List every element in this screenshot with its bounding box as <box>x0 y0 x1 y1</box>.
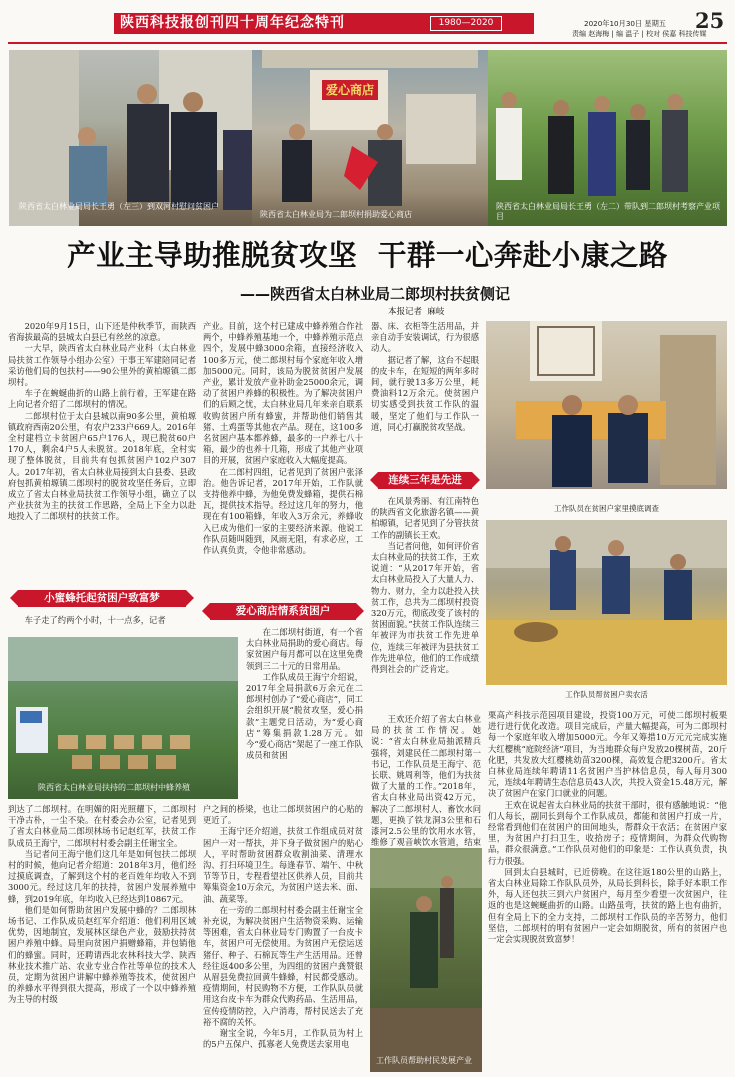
photo-survey <box>486 321 727 489</box>
column-2-mid <box>246 627 363 799</box>
headline: 产业主导助推脱贫攻坚 干群一心奔赴小康之路 <box>67 239 668 272</box>
issue-date: 2020年10月30日 星期五 <box>584 19 666 28</box>
paragraph: 车子走了约两个小时，十一点多，记者 <box>24 615 166 625</box>
column-1-top <box>8 321 196 583</box>
photo-caption: 工作队员帮助村民发展产业 <box>376 1056 472 1065</box>
paragraph: 他们是如何帮助贫困户发展中蜂的？二郎坝林场书记、工作队成员赵红军介绍道：他们利用区域优势，因地制宜，发展林区绿色产业，鼓励扶持贫困户养殖中蜂。局里向贫困户捐赠蜂箱，并包销他们的蜂蜜。同时，还聘请西北农林科技大学、陕西林业技术推广站、农业专业合作社等单位的技术人员，定期为贫困户讲解中蜂养殖等技术，使贫困户的养蜂水平得到很大提高，形成了一个以中蜂养殖为主导的村级 <box>8 904 196 1005</box>
paragraph: 当记者问王海宁他们这几年是如何包扶二郎坝村的时候，他向记者介绍道：2018年3月，他们经过摸底调查，了解到这个村的老百姓年均收入不到3000元。经过这几年的扶持，贫困户发展养殖中蜂，到2019年底，年均收入已经达到10867元。 <box>8 848 196 904</box>
column-2-bottom <box>203 804 363 1074</box>
column-1-mid <box>8 615 196 627</box>
paragraph: 产业。目前，这个村已建成中蜂养殖合作社两个，中蜂养殖基地一个，中蜂养殖示范点四个，发展中蜂3000余箱，直接经济收入100多万元，使二郎坝村每个家庭年收入增加5000元。同时，该局为脱贫贫困户发展产业，累计发放产业补助金25000余元，调动了贫困户养蜂的积极性。为了解决贫困户们的后顾之忧，太白林业局几年来亲自联系收购贫困户所有蜂蜜，并帮助他们销售其猪、土鸡蛋等其他农产品。现在，这100多名贫困户基本都养蜂，最多的一户养七八十箱，最少的也养十几箱，形成了其他产业项目的开展，贫困户家庭收入大幅度提高。 <box>203 321 363 466</box>
photo-villagers-work <box>370 848 482 1072</box>
photo-caption: 陕西省太白林业局扶持的二郎坝村中蜂养殖 <box>38 783 190 792</box>
section-heading: 连续三年是先进 <box>378 472 472 489</box>
paragraph: 王欢还介绍了省太白林业局的扶贫工作情况。她说：“省太白林业局抽派精兵强将，刘建民任二郎坝村第一书记，工作队员是王海宁、范长联、姚周利等，他们为扶贫做了大量的工作。”2018年，省太白林业局出资42万元，解决了二郎坝村人、畜饮水问题，更换了铁龙洞3公里和石漆河2.5公里的饮用水水管，维修了观音峡饮水管道，结束 <box>371 714 481 848</box>
photo-caption: 陕西省太白林业局局长王勇（左二）带队到二郎坝村考察产业项目 <box>496 202 720 221</box>
paragraph: 栗高产科技示范园项目建设，投资100万元，可使二郎坝村板栗进行进行优化改造。项目完成后，产量大幅提高，可为二郎坝村每一个家庭年收入增加5000元。今年又筹措10万元元完成实施大红樱桃“庭院经济”项目，为当地群众每户发放20棵树苗，20斤化肥，共发放大红樱桃幼苗3200棵，高效复合肥3200斤。省太白林业局连续年聘请11名贫困户当护林信息员，每人每月300元，连续4年聘请生态信息员43人次，共投入资金15.48万元，解决了贫困户在家门口就业的问题。 <box>488 710 727 799</box>
paragraph: 一大早，陕西省太白林业局产业科（太白林业局扶贫工作领导小组办公室）干事王军建陪同记者采访他们局的包扶村——90公里外的黄柏塬镇二郎坝村。 <box>8 343 196 388</box>
masthead-rule <box>8 42 727 44</box>
paragraph: 器、床、衣柜等生活用品，并亲自动手安装调试，行为很感动人。 <box>371 321 479 354</box>
photo-caption: 陕西省太白林业局局长王勇（左三）到双河村慰问贫困户 <box>19 202 219 211</box>
photo-corn-harvest <box>486 520 727 685</box>
paragraph: 王海宁还介绍道，扶贫工作组成员对贫困户一对一帮扶，并下身子做贫困户的贴心人，平时帮助贫困群众收割油菜、清理水沟、打扫环境卫生。每逢春节、端午、中秋节等节日，专程看望社区供养人员，目前共筹集资金10万余元，为贫困户送去米、面、油、蔬菜等。 <box>203 826 363 904</box>
column-3-bottom <box>371 714 481 846</box>
editors-line: 责编 赵海梅 | 编 温子 | 校对 侯嘉 科技传媒 <box>572 30 707 38</box>
column-3-top <box>371 321 479 459</box>
paragraph: 2020年9月15日，山下还是仲秋季节，而陕西省海拔最高的县城太白县已有丝丝的凉意。 <box>8 321 196 343</box>
masthead-years: 1980—2020 <box>430 16 502 31</box>
photo-survey-illustration <box>486 321 727 489</box>
photo-caption: 工作队员在贫困户家里摸底调查 <box>554 504 659 513</box>
photo-bee-farm <box>8 637 238 799</box>
photo-people-illustration <box>9 50 252 226</box>
paragraph: 回到太白县城时，已近傍晚。在这往返180公里的山路上，省太白林业局除工作队队员外，从局长到科长，除手好本职工作外，每人还包扶三到六户贫困户，每月至少看望一次贫困户，往返的也是这蜿蜒曲折的山路。山路虽弯，扶贫的路上也有曲折，但有全局上下的全力支持，二郎坝村工作队员的辛苦努力，他们坚信，二郎坝村的明有贫困户一定会如期脱贫，所有的贫困户也一定会实现脱贫致富梦！ <box>488 866 727 945</box>
column-3-mid <box>371 496 479 710</box>
photo-field-illustration <box>488 50 727 226</box>
paragraph: 在二郎村四组，记者见到了贫困户张泽治。他告诉记者，2017年开始，工作队就支持他养中蜂，为他免费发蜂箱，提供石棉瓦，提供技术指导。经过这几年的努力，他现在有100箱蜂，年收入3万余元，养蜂收入已成为他们一家的主要经济来源。他说工作队员随叫随到，风雨无阻，有求必应，工作认真负责，令他非常感动。 <box>203 466 363 556</box>
photo-caption: 工作队员帮贫困户卖农活 <box>565 690 648 699</box>
paragraph: 据记者了解，这台不起眼的皮卡车，在短短的两年多时间，就行驶13多万公里，耗费油料12万余元。使贫困户切实感受到扶贫工作队的温暖，坚定了他们与工作队一道，同心打赢脱贫攻坚战。 <box>371 354 479 432</box>
paragraph: 在二郎坝村街道，有一个省太白林业局捐助的爱心商店。每家贫困户每月都可以在这里免费领到三二十元的日常用品。 <box>246 627 363 671</box>
section-heading: 小蜜蜂托起贫困户致富梦 <box>18 590 186 607</box>
masthead <box>0 0 735 44</box>
page-number: 25 <box>695 8 725 33</box>
column-2-top <box>203 321 363 593</box>
paragraph: 户之间的桥梁，也让二郎坝贫困户的心贴的更近了。 <box>203 804 363 826</box>
paragraph: 当记者问他，如何评价省太白林业局的扶贫工作，王欢说道：“从2017年开始，省太白林业局投入了大量人力、物力、财力，全力以赴投入扶贫工作，总共为二郎坝村投资320万元，彻底改变了该村的贫困面貌。”扶贫工作队连续三年被评为市扶贫工作先进单位，连续三年被评为县扶贫工作先进单位，他们的工作成绩得到社会的广泛肯定。 <box>371 540 479 675</box>
paragraph: 到达了二郎坝村。在明媚的阳光照耀下，二郎坝村干净古朴，一尘不染。在村委会办公室，记者见到了省太白林业局二郎坝林场书记赵红军，扶贫工作队成员王海宁，二郎坝村村委会副主任谢宝全。 <box>8 804 196 848</box>
paragraph: 工作队成员王海宁介绍说，2017年全局捐款6万余元在二郎坝村创办了“爱心商店”，同工会组织开展“脱贫攻坚，爱心捐款”主题党日活动，为“爱心商店”筹集捐款1.28万元。如今“爱心商店”架起了一座工作队成员和贫困 <box>246 671 363 761</box>
column-1-bottom <box>8 804 196 1074</box>
top-photo-3 <box>488 50 727 226</box>
photo-corn-illustration <box>486 520 727 685</box>
paragraph: 在风景秀丽、有江南特色的陕西省文化旅游名镇——黄柏塬镇，记者见到了分管扶贫工作的副镇长王欢。 <box>371 496 479 540</box>
top-photo-1 <box>9 50 252 226</box>
paragraph: 王欢在说起省太白林业局的扶贫干部时，很有感触地说：“他们人每长，副同长到每个工作队成员，都能和贫困户打成一片，经常看到他们在贫困户的田间地头，帮群众干农活；在贫困户家里，为贫困户打扫卫生，收拾房子；疫情期间，为群众代购物品，群众很满意。”工作队员对他们的印象是：工作认真负责，执行力很强。 <box>488 799 727 866</box>
byline: 本报记者 麻岐 <box>388 307 445 317</box>
photo-villagers-illustration <box>370 848 482 1072</box>
masthead-title: 陕西科技报创刊四十周年纪念特刊 <box>120 15 345 31</box>
column-4 <box>488 710 727 1074</box>
paragraph: 在一旁的二郎坝村村委会副主任谢宝全补充说，为解决贫困户生活物资采购、运输等困难，省太白林业局专门购置了一台皮卡车，贫困户可无偿使用。为贫困户无偿运送猪仔、种子、石棉瓦等生产生活用品。还曾经往返400多公里，为四组的贫困户龚赞银从眉县免费拉回黄牛蜂蜂，村民都受感动。疫情期间，村民购物不方便，工作队队员就用这台皮卡车为群众代购药品、生活用品，宣传疫情防控，入户消毒，帮村民送去了充裕不腐的关怀。 <box>203 904 363 1027</box>
photo-caption: 陕西省太白林业局为二郎坝村捐助爱心商店 <box>260 210 412 219</box>
paragraph: 二郎坝村位于太白县城以南90多公里，黄柏塬镇政府西南20公里，有农户233户669人。2016年全村建档立卡贫困户65户176人，现已脱贫60户170人，剩余4户5人未脱贫。2018年底，全村实现了整体脱贫，目前共有包抓贫困户102户307人。2017年初，省太白林业局接到太白县委、县政府包抓黄柏塬镇二郎坝村的脱贫攻坚任务后，立即成立了省太白林业局扶贫工作领导小组，确立了以产业扶贫为主的扶贫工作思路，全局上下全力以赴地投入了二郎坝村的扶贫工作。 <box>8 410 196 522</box>
photo-beehives-illustration <box>8 637 238 799</box>
paragraph: 谢宝全说，今年5月，工作队员为村上的5户五保户、孤寡老人免费送去家用电 <box>203 1028 363 1050</box>
photo-shop-illustration <box>252 50 488 226</box>
shop-sign: 爱心商店 <box>322 80 378 100</box>
section-heading: 爱心商店情系贫困户 <box>210 603 356 620</box>
top-photo-2 <box>252 50 488 226</box>
subheadline: ——陕西省太白林业局二郎坝村扶贫侧记 <box>240 285 511 303</box>
paragraph: 车子在蜿蜒曲折的山路上前行着，王军建在路上向记者介绍了二郎坝村的情况。 <box>8 388 196 410</box>
